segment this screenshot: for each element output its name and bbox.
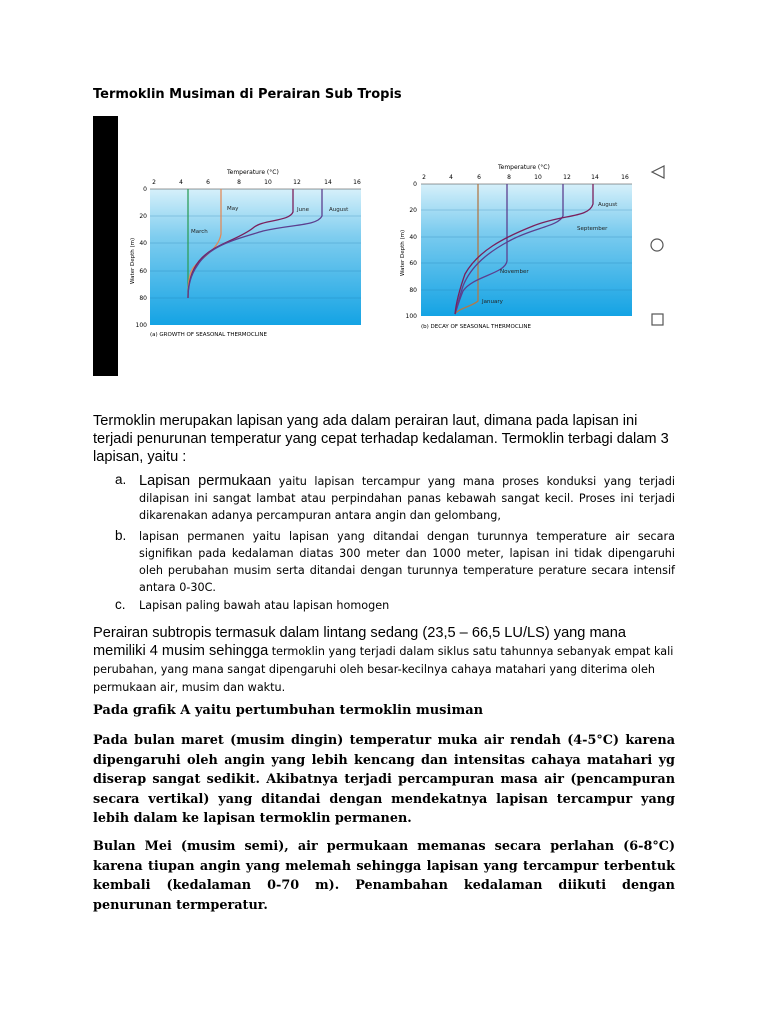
list-item-text: Lapisan paling bawah atau lapisan homogen	[139, 599, 390, 612]
subtropics-paragraph: Perairan subtropis termasuk dalam lintang sedang (23,5 – 66,5 LU/LS) yang mana memiliki 4 musim sehingga termoklin yang terjadi dalam siklus satu tahunnya sebanyak empat kali perubahan, yang mana sangat dipengaruhi oleh besar-kecilnya cahaya matahari yang diterima oleh permukaan air, musim dan waktu.	[93, 625, 674, 694]
black-side-bar	[93, 116, 118, 376]
panel-a-xtick: 14	[324, 179, 332, 186]
panel-a-xtick: 8	[237, 179, 241, 186]
panel-b-ytick: 0	[413, 181, 417, 188]
list-item-text: Lapisan permukaan yaitu lapisan tercampur yang mana proses konduksi yang terjadi dilapisan ini sangat lambat atau perpindahan panas kebawah sangat kecil. Proses ini terjadi dikarenakan adanya percampuran antara angin dan gelombang,	[139, 473, 675, 522]
panel-b-xtick: 14	[591, 174, 599, 181]
panel-a-label-august: August	[329, 207, 349, 213]
panel-a-label-march: March	[191, 229, 208, 235]
thermocline-figure	[93, 116, 673, 376]
panel-b-xtick: 16	[621, 174, 629, 181]
panel-a-ytick: 0	[143, 186, 147, 193]
panel-b-decay-chart	[400, 164, 632, 330]
panel-b-label-november: November	[500, 269, 529, 275]
document-title: Termoklin Musiman di Perairan Sub Tropis	[93, 87, 402, 102]
panel-b-y-label: Water Depth (m)	[400, 229, 406, 276]
list-marker: a.	[115, 472, 127, 487]
list-item	[115, 597, 675, 615]
panel-a-ytick: 60	[139, 268, 147, 275]
panel-a-xtick: 6	[206, 179, 210, 186]
panel-a-caption: (a) GROWTH OF SEASONAL THERMOCLINE	[150, 332, 267, 338]
list-marker: b.	[115, 528, 127, 543]
panel-a-ytick: 100	[135, 322, 147, 329]
panel-a-y-label: Water Depth (m)	[130, 237, 136, 284]
panel-b-xtick: 2	[422, 174, 426, 181]
list-item-text: lapisan permanen yaitu lapisan yang ditandai dengan turunnya temperature air secara signifikan pada kedalaman diatas 300 meter dan 1000 meter, lapisan ini tidak dipengaruhi oleh perubahan musim serta ditandai dengan turunnya temperature perature secara intensif antara 0-30C.	[139, 530, 675, 594]
panel-b-label-january: January	[482, 299, 503, 305]
panel-b-ytick: 100	[405, 313, 417, 320]
intro-paragraph: Termoklin merupakan lapisan yang ada dalam perairan laut, dimana pada lapisan ini terjadi penurunan temperatur yang cepat terhadap kedalaman. Termoklin terbagi dalam 3 lapisan, yaitu :	[93, 413, 669, 465]
panel-a-axis-title: Temperature (°C)	[227, 169, 279, 176]
panel-b-xtick: 10	[534, 174, 542, 181]
panel-b-xtick: 12	[563, 174, 571, 181]
panel-a-xtick: 12	[293, 179, 301, 186]
panel-a-ytick: 40	[139, 240, 147, 247]
panel-a-label-may: May	[227, 206, 239, 212]
panel-b-xtick: 8	[507, 174, 511, 181]
panel-b-ytick: 60	[409, 260, 417, 267]
panel-b-label-august: August	[598, 202, 618, 208]
panel-a-growth-chart	[130, 169, 361, 338]
panel-b-caption: (b) DECAY OF SEASONAL THERMOCLINE	[421, 324, 531, 330]
panel-a-xtick: 2	[152, 179, 156, 186]
panel-b-xtick: 6	[477, 174, 481, 181]
march-paragraph: Pada bulan maret (musim dingin) temperatur muka air rendah (4-5°C) karena dipengaruhi oleh angin yang lebih kencang dan intensitas cahaya matahari yg diserap sangat sedikit. Akibatnya terjadi percampuran masa air (pencampuran secara vertikal) yang ditandai dengan mendekatnya lapisan tercampur yang lebih dalam ke lapisan termoklin permanen.	[93, 733, 675, 826]
panel-a-xtick: 10	[264, 179, 272, 186]
panel-b-label-september: September	[577, 226, 608, 232]
panel-a-ytick: 20	[139, 213, 147, 220]
panel-b-ytick: 20	[409, 207, 417, 214]
list-marker: c.	[115, 597, 126, 612]
panel-b-ytick: 80	[409, 287, 417, 294]
panel-b-ytick: 40	[409, 234, 417, 241]
panel-a-xtick: 4	[179, 179, 183, 186]
section-heading: Pada grafik A yaitu pertumbuhan termoklin musiman	[93, 703, 484, 718]
panel-b-xtick: 4	[449, 174, 453, 181]
may-paragraph: Bulan Mei (musim semi), air permukaan memanas secara perlahan (6-8°C) karena tiupan angin yang melemah sehingga lapisan yang tercampur terbentuk kembali (kedalaman 0-70 m). Penambahan kedalaman diikuti dengan penurunan termperatur.	[93, 839, 675, 913]
panel-a-xtick: 16	[353, 179, 361, 186]
panel-b-axis-title: Temperature (°C)	[498, 164, 550, 171]
list-item	[115, 472, 675, 528]
list-item	[115, 528, 675, 596]
panel-a-label-june: June	[297, 207, 309, 213]
panel-a-ytick: 80	[139, 295, 147, 302]
